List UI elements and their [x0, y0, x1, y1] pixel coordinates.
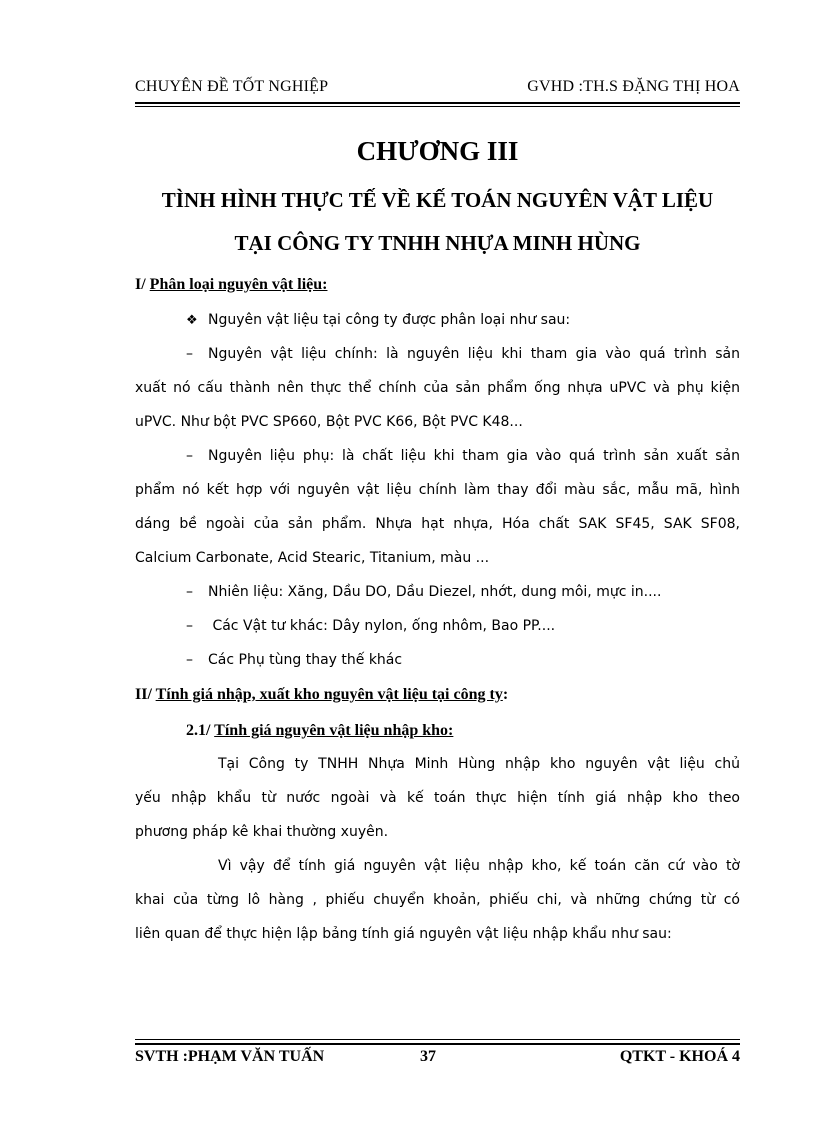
aux-material-line4: Calcium Carbonate, Acid Stearic, Titanium, màu ...	[135, 550, 490, 566]
intro-bullet-line	[186, 312, 570, 328]
page-header	[135, 78, 740, 104]
dash-bullet: –	[186, 618, 193, 634]
aux-material-line1	[186, 448, 740, 464]
dash-bullet: –	[186, 448, 193, 464]
footer-rule-thick	[135, 1043, 740, 1045]
paragraph-2-line1: Vì vậy để tính giá nguyên vật liệu nhập kho, kế toán căn cứ vào tờ	[218, 858, 740, 874]
header-left-title: CHUYÊN ĐỀ TỐT NGHIỆP	[135, 78, 329, 95]
header-rule-thick	[135, 102, 740, 104]
subsection-2-1-title: Tính giá nguyên vật liệu nhập kho:	[214, 722, 454, 739]
other-supplies-text: Các Vật tư khác: Dây nylon, ống nhôm, Bao PP....	[208, 618, 556, 634]
header-supervisor: GVHD :TH.S ĐẶNG THỊ HOA	[527, 78, 740, 95]
fuel-text: Nhiên liệu: Xăng, Dầu DO, Dầu Diezel, nhớt, dung môi, mực in....	[208, 584, 662, 600]
paragraph-2-line3: liên quan để thực hiện lập bảng tính giá nguyên vật liệu nhập khẩu như sau:	[135, 926, 672, 942]
header-rule-thin	[135, 106, 740, 107]
chapter-title: CHƯƠNG III	[356, 136, 519, 166]
main-material-line3: uPVC. Như bột PVC SP660, Bột PVC K66, Bột PVC K48...	[135, 414, 523, 430]
section-1-heading	[135, 276, 327, 294]
paragraph-2-line2: khai của từng lô hàng , phiếu chuyển khoản, phiếu chi, và những chứng từ có	[135, 892, 740, 908]
aux-material-text1: Nguyên liệu phụ: là chất liệu khi tham gia vào quá trình sản xuất sản	[208, 448, 740, 464]
footer-page-number: 37	[420, 1048, 436, 1065]
chapter-subtitle-line1: TÌNH HÌNH THỰC TẾ VỀ KẾ TOÁN NGUYÊN VẬT LIỆU	[161, 188, 714, 212]
main-material-line1	[186, 346, 740, 362]
spare-parts-text: Các Phụ tùng thay thế khác	[208, 652, 403, 668]
spare-parts-line	[186, 652, 402, 668]
section-1-title: Phân loại nguyên vật liệu:	[149, 276, 328, 293]
paragraph-1-line3: phương pháp kê khai thường xuyên.	[135, 824, 389, 840]
footer-course: QTKT - KHOÁ 4	[619, 1048, 740, 1065]
section-2-number: II/	[135, 686, 152, 703]
section-2-title: Tính giá nhập, xuất kho nguyên vật liệu tại công ty	[155, 686, 503, 703]
main-material-text1: Nguyên vật liệu chính: là nguyên liệu khi tham gia vào quá trình sản	[208, 346, 740, 362]
intro-text: Nguyên vật liệu tại công ty được phân loại như sau:	[208, 312, 571, 328]
dash-bullet: –	[186, 584, 193, 600]
footer-rule-thin	[135, 1039, 740, 1040]
section-2-colon: :	[502, 686, 509, 703]
dash-bullet: –	[186, 346, 193, 362]
fuel-line	[186, 584, 661, 600]
dash-bullet: –	[186, 652, 193, 668]
chapter-subtitle-line2: TẠI CÔNG TY TNHH NHỰA MINH HÙNG	[234, 231, 641, 255]
footer-student: SVTH :PHẠM VĂN TUẤN	[135, 1048, 325, 1065]
diamond-bullet-icon: ❖	[186, 313, 198, 328]
aux-material-line2: phẩm nó kết hợp với nguyên vật liệu chính làm thay đổi màu sắc, mẫu mã, hình	[135, 482, 740, 498]
subsection-2-1-heading	[186, 722, 453, 740]
subsection-2-1-number: 2.1/	[186, 722, 211, 739]
paragraph-1-line2: yếu nhập khẩu từ nước ngoài và kế toán thực hiện tính giá nhập kho theo	[135, 790, 740, 806]
section-2-heading	[135, 686, 508, 704]
aux-material-line3: dáng bề ngoài của sản phẩm. Nhựa hạt nhựa, Hóa chất SAK SF45, SAK SF08,	[135, 516, 740, 532]
section-1-number: I/	[135, 276, 146, 293]
other-supplies-line	[186, 618, 555, 634]
main-material-line2: xuất nó cấu thành nên thực thể chính của sản phẩm ống nhựa uPVC và phụ kiện	[135, 380, 740, 396]
paragraph-1-line1: Tại Công ty TNHH Nhựa Minh Hùng nhập kho nguyên vật liệu chủ	[218, 756, 740, 772]
